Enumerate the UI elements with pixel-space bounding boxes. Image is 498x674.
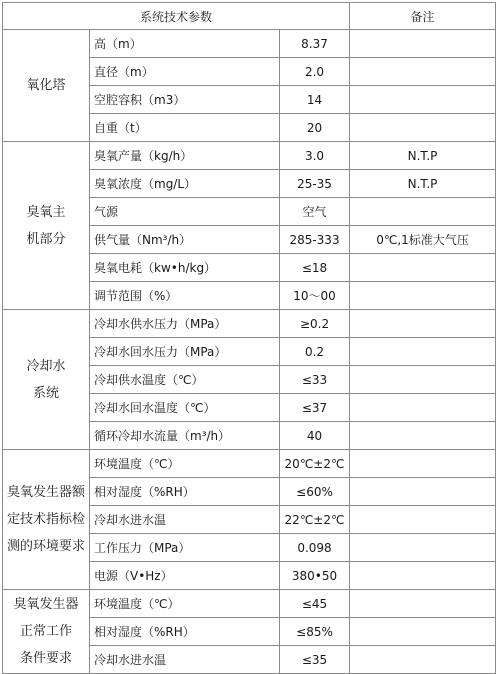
param-name-cell: 相对湿度（%RH） bbox=[90, 478, 280, 506]
param-note-cell bbox=[350, 394, 496, 422]
param-note-cell bbox=[350, 562, 496, 590]
group-label bbox=[3, 450, 90, 590]
param-value-cell: 25-35 bbox=[280, 170, 350, 198]
param-name-cell: 冷却水回水温度（℃） bbox=[90, 394, 280, 422]
param-value-cell: 22℃±2℃ bbox=[280, 506, 350, 534]
param-note-cell bbox=[350, 366, 496, 394]
param-note-cell bbox=[350, 58, 496, 86]
param-name-cell: 臭氧产量（kg/h） bbox=[90, 142, 280, 170]
param-value-cell: 8.37 bbox=[280, 30, 350, 58]
table-row bbox=[3, 310, 496, 338]
param-value-cell: 14 bbox=[280, 86, 350, 114]
param-name-cell: 自重（t） bbox=[90, 114, 280, 142]
table-row bbox=[3, 450, 496, 478]
param-name-cell: 环境温度（℃） bbox=[90, 450, 280, 478]
group-label-line: 臭氧发生器额 bbox=[7, 485, 86, 500]
group-label-line: 定技术指标检 bbox=[7, 512, 86, 527]
technical-parameters-table bbox=[2, 2, 496, 674]
group-label-line: 臭氧发生器 bbox=[13, 597, 79, 612]
group-label-line: 测的环境要求 bbox=[7, 539, 86, 554]
group-label-line: 条件要求 bbox=[19, 651, 72, 666]
table-row bbox=[3, 142, 496, 170]
param-name-cell: 循环冷却水流量（m³/h） bbox=[90, 422, 280, 450]
param-note-cell bbox=[350, 338, 496, 366]
param-value-cell: 空气 bbox=[280, 198, 350, 226]
header-params: 系统技术参数 bbox=[3, 3, 350, 30]
param-name-cell: 空腔容积（m3） bbox=[90, 86, 280, 114]
param-value-cell: 0.098 bbox=[280, 534, 350, 562]
param-note-cell bbox=[350, 534, 496, 562]
param-name-cell: 冷却水进水温 bbox=[90, 646, 280, 674]
param-value-cell: ≤33 bbox=[280, 366, 350, 394]
group-label bbox=[3, 310, 90, 450]
group-label-line: 臭氧主 bbox=[26, 204, 66, 220]
param-note-cell bbox=[350, 618, 496, 646]
group-label-line: 氧化塔 bbox=[26, 78, 66, 93]
param-value-cell: ≤85% bbox=[280, 618, 350, 646]
param-name-cell: 冷却水进水温 bbox=[90, 506, 280, 534]
param-value-cell: ≥0.2 bbox=[280, 310, 350, 338]
param-name-cell: 相对湿度（%RH） bbox=[90, 618, 280, 646]
param-name-cell: 高（m） bbox=[90, 30, 280, 58]
param-note-cell bbox=[350, 450, 496, 478]
param-note-cell bbox=[350, 30, 496, 58]
param-note-cell: 0℃,1标准大气压 bbox=[350, 226, 496, 254]
param-value-cell: ≤18 bbox=[280, 254, 350, 282]
param-note-cell bbox=[350, 590, 496, 618]
param-value-cell: 380•50 bbox=[280, 562, 350, 590]
param-value-cell: 3.0 bbox=[280, 142, 350, 170]
param-note-cell bbox=[350, 114, 496, 142]
param-note-cell bbox=[350, 282, 496, 310]
group-label-line: 冷却水 bbox=[26, 358, 66, 374]
param-value-cell: 40 bbox=[280, 422, 350, 450]
param-note-cell bbox=[350, 422, 496, 450]
param-value-cell: ≤37 bbox=[280, 394, 350, 422]
param-note-cell bbox=[350, 506, 496, 534]
param-value-cell: 20℃±2℃ bbox=[280, 450, 350, 478]
param-value-cell: 2.0 bbox=[280, 58, 350, 86]
param-name-cell: 臭氧浓度（mg/L） bbox=[90, 170, 280, 198]
param-name-cell: 电源（V•Hz） bbox=[90, 562, 280, 590]
param-name-cell: 供气量（Nm³/h） bbox=[90, 226, 280, 254]
table-row bbox=[3, 30, 496, 58]
param-note-cell bbox=[350, 86, 496, 114]
group-label bbox=[3, 142, 90, 310]
param-name-cell: 环境温度（℃） bbox=[90, 590, 280, 618]
param-value-cell: 0.2 bbox=[280, 338, 350, 366]
param-note-cell bbox=[350, 646, 496, 674]
group-label-line: 正常工作 bbox=[19, 624, 72, 639]
table-row bbox=[3, 590, 496, 618]
param-name-cell: 工作压力（MPa） bbox=[90, 534, 280, 562]
param-value-cell: ≤45 bbox=[280, 590, 350, 618]
param-note-cell bbox=[350, 254, 496, 282]
param-value-cell: ≤35 bbox=[280, 646, 350, 674]
group-label-line: 机部分 bbox=[26, 231, 66, 247]
header-row bbox=[3, 3, 496, 30]
param-value-cell: 10～00 bbox=[280, 282, 350, 310]
group-label bbox=[3, 590, 90, 674]
param-value-cell: 285-333 bbox=[280, 226, 350, 254]
param-name-cell: 气源 bbox=[90, 198, 280, 226]
param-name-cell: 调节范围（%） bbox=[90, 282, 280, 310]
param-note-cell: N.T.P bbox=[350, 142, 496, 170]
param-value-cell: ≤60% bbox=[280, 478, 350, 506]
group-label bbox=[3, 30, 90, 142]
header-notes: 备注 bbox=[350, 3, 496, 30]
group-label-line: 系统 bbox=[32, 385, 59, 401]
param-name-cell: 直径（m） bbox=[90, 58, 280, 86]
param-name-cell: 冷却水回水压力（MPa） bbox=[90, 338, 280, 366]
param-note-cell bbox=[350, 310, 496, 338]
param-note-cell bbox=[350, 478, 496, 506]
param-name-cell: 臭氧电耗（kw•h/kg） bbox=[90, 254, 280, 282]
param-value-cell: 20 bbox=[280, 114, 350, 142]
param-note-cell: N.T.P bbox=[350, 170, 496, 198]
param-name-cell: 冷却水供水压力（MPa） bbox=[90, 310, 280, 338]
param-note-cell bbox=[350, 198, 496, 226]
param-name-cell: 冷却供水温度（℃） bbox=[90, 366, 280, 394]
table-body bbox=[3, 30, 496, 674]
